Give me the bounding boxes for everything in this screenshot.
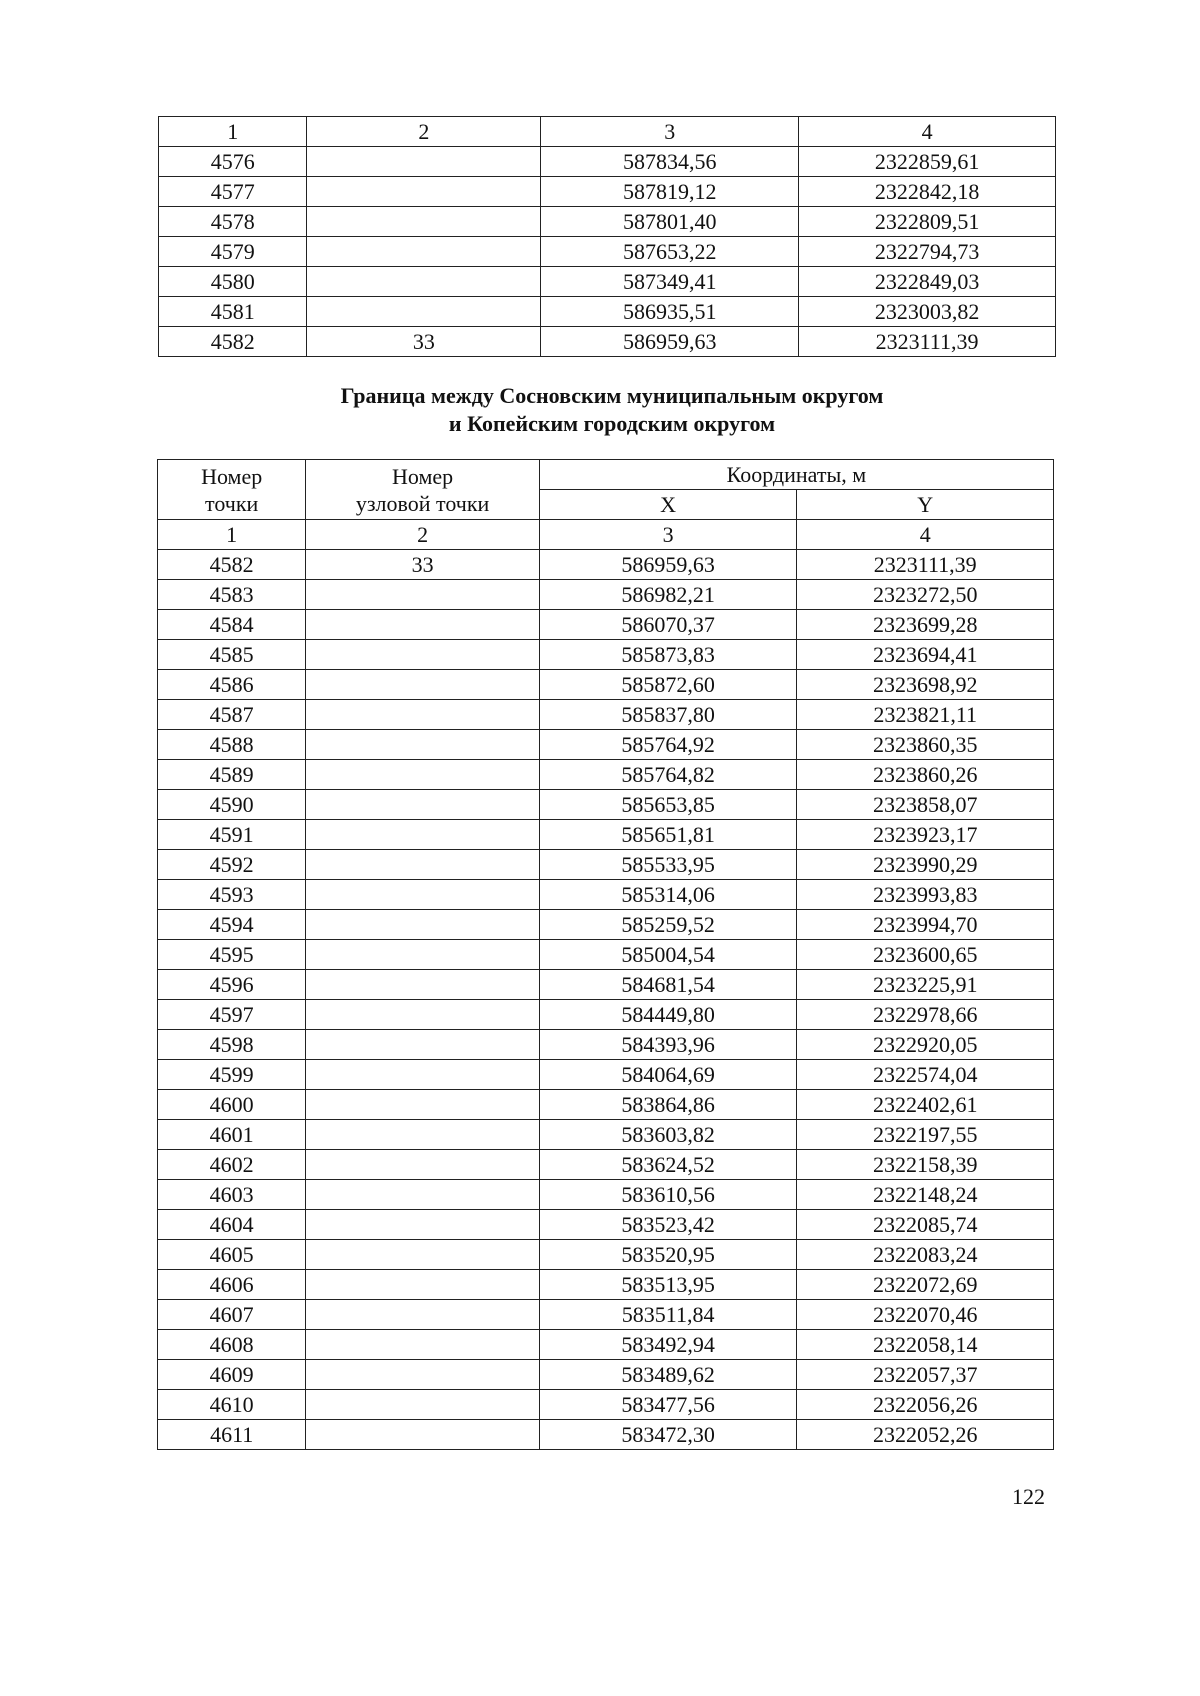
y-coordinate-cell: 2323821,11 bbox=[797, 700, 1054, 730]
node-number-cell bbox=[306, 1360, 540, 1390]
node-number-cell bbox=[307, 297, 541, 327]
y-coordinate-cell: 2323990,29 bbox=[797, 850, 1054, 880]
point-number-cell: 4590 bbox=[158, 790, 306, 820]
x-coordinate-cell: 583489,62 bbox=[539, 1360, 797, 1390]
x-coordinate-cell: 585314,06 bbox=[539, 880, 797, 910]
y-coordinate-cell: 2323860,35 bbox=[797, 730, 1054, 760]
x-coordinate-cell: 583472,30 bbox=[539, 1420, 797, 1450]
table-row bbox=[158, 880, 1054, 910]
x-coordinate-cell: 585837,80 bbox=[539, 700, 797, 730]
node-number-cell bbox=[306, 580, 540, 610]
column-number-row bbox=[159, 117, 1056, 147]
point-number-cell: 4582 bbox=[159, 327, 307, 357]
point-number-cell: 4583 bbox=[158, 580, 306, 610]
x-coordinate-cell: 585764,82 bbox=[539, 760, 797, 790]
point-number-cell: 4599 bbox=[158, 1060, 306, 1090]
node-number-cell bbox=[306, 970, 540, 1000]
y-coordinate-cell: 2322574,04 bbox=[797, 1060, 1054, 1090]
point-number-cell: 4576 bbox=[159, 147, 307, 177]
table-row bbox=[158, 1090, 1054, 1120]
table-row bbox=[158, 1240, 1054, 1270]
column-number: 2 bbox=[306, 520, 540, 550]
table-row bbox=[158, 1210, 1054, 1240]
y-coordinate-cell: 2323225,91 bbox=[797, 970, 1054, 1000]
point-number-cell: 4609 bbox=[158, 1360, 306, 1390]
x-coordinate-cell: 583513,95 bbox=[539, 1270, 797, 1300]
point-number-cell: 4595 bbox=[158, 940, 306, 970]
node-number-cell bbox=[306, 1210, 540, 1240]
node-number-cell bbox=[306, 1390, 540, 1420]
y-coordinate-cell: 2323003,82 bbox=[799, 297, 1056, 327]
coordinates-table-continued bbox=[158, 116, 1056, 357]
y-coordinate-cell: 2322052,26 bbox=[797, 1420, 1054, 1450]
table-row bbox=[158, 700, 1054, 730]
y-coordinate-cell: 2323993,83 bbox=[797, 880, 1054, 910]
table-row bbox=[158, 1300, 1054, 1330]
point-number-cell: 4591 bbox=[158, 820, 306, 850]
point-number-cell: 4580 bbox=[159, 267, 307, 297]
column-number: 2 bbox=[307, 117, 541, 147]
table-row bbox=[158, 1060, 1054, 1090]
table-row bbox=[158, 550, 1054, 580]
point-number-cell: 4608 bbox=[158, 1330, 306, 1360]
point-number-cell: 4586 bbox=[158, 670, 306, 700]
table-row bbox=[158, 1420, 1054, 1450]
table-row bbox=[158, 1360, 1054, 1390]
x-header: X bbox=[539, 490, 797, 520]
section-title-line-2: и Копейским городским округом bbox=[448, 411, 776, 436]
node-number-cell bbox=[306, 1300, 540, 1330]
y-coordinate-cell: 2323923,17 bbox=[797, 820, 1054, 850]
node-number-cell bbox=[306, 1090, 540, 1120]
node-number-cell bbox=[306, 1270, 540, 1300]
node-number-cell bbox=[306, 640, 540, 670]
x-coordinate-cell: 587653,22 bbox=[541, 237, 799, 267]
x-coordinate-cell: 587834,56 bbox=[541, 147, 799, 177]
table-row bbox=[158, 1180, 1054, 1210]
y-coordinate-cell: 2323694,41 bbox=[797, 640, 1054, 670]
node-number-cell bbox=[306, 1150, 540, 1180]
x-coordinate-cell: 584064,69 bbox=[539, 1060, 797, 1090]
y-coordinate-cell: 2322849,03 bbox=[799, 267, 1056, 297]
column-number: 3 bbox=[541, 117, 799, 147]
point-number-header: Номер точки bbox=[158, 460, 306, 520]
node-number-cell bbox=[306, 1180, 540, 1210]
table-row bbox=[158, 970, 1054, 1000]
point-number-cell: 4604 bbox=[158, 1210, 306, 1240]
y-coordinate-cell: 2322057,37 bbox=[797, 1360, 1054, 1390]
x-coordinate-cell: 583864,86 bbox=[539, 1090, 797, 1120]
node-number-cell bbox=[306, 700, 540, 730]
x-coordinate-cell: 583603,82 bbox=[539, 1120, 797, 1150]
section-title-line-1: Граница между Сосновским муниципальным округом bbox=[340, 383, 884, 408]
y-coordinate-cell: 2322809,51 bbox=[799, 207, 1056, 237]
x-coordinate-cell: 585653,85 bbox=[539, 790, 797, 820]
node-number-cell bbox=[306, 730, 540, 760]
node-number-cell bbox=[306, 790, 540, 820]
table-row bbox=[159, 147, 1056, 177]
table-row bbox=[158, 910, 1054, 940]
table-header bbox=[158, 460, 1054, 520]
x-coordinate-cell: 584393,96 bbox=[539, 1030, 797, 1060]
node-number-cell bbox=[306, 760, 540, 790]
y-coordinate-cell: 2322158,39 bbox=[797, 1150, 1054, 1180]
table-row bbox=[158, 1270, 1054, 1300]
y-coordinate-cell: 2323111,39 bbox=[797, 550, 1054, 580]
table-row bbox=[159, 297, 1056, 327]
node-number-cell bbox=[306, 940, 540, 970]
point-number-cell: 4600 bbox=[158, 1090, 306, 1120]
node-number-cell: 33 bbox=[307, 327, 541, 357]
table-row bbox=[158, 670, 1054, 700]
node-number-header: Номер узловой точки bbox=[306, 460, 540, 520]
x-coordinate-cell: 585651,81 bbox=[539, 820, 797, 850]
node-number-cell bbox=[306, 1120, 540, 1150]
node-number-cell bbox=[307, 147, 541, 177]
point-number-cell: 4592 bbox=[158, 850, 306, 880]
y-coordinate-cell: 2322920,05 bbox=[797, 1030, 1054, 1060]
point-number-cell: 4606 bbox=[158, 1270, 306, 1300]
boundary-coordinates-table bbox=[157, 459, 1054, 1450]
node-number-cell bbox=[306, 670, 540, 700]
table-row bbox=[158, 940, 1054, 970]
point-number-cell: 4597 bbox=[158, 1000, 306, 1030]
node-number-cell bbox=[307, 207, 541, 237]
x-coordinate-cell: 585872,60 bbox=[539, 670, 797, 700]
y-coordinate-cell: 2322058,14 bbox=[797, 1330, 1054, 1360]
node-number-cell bbox=[306, 910, 540, 940]
node-number-cell bbox=[306, 1060, 540, 1090]
point-number-cell: 4594 bbox=[158, 910, 306, 940]
node-number-cell bbox=[306, 1000, 540, 1030]
y-coordinate-cell: 2322056,26 bbox=[797, 1390, 1054, 1420]
point-number-cell: 4581 bbox=[159, 297, 307, 327]
table-row bbox=[158, 580, 1054, 610]
column-number-row bbox=[158, 520, 1054, 550]
y-coordinate-cell: 2322072,69 bbox=[797, 1270, 1054, 1300]
x-coordinate-cell: 587819,12 bbox=[541, 177, 799, 207]
x-coordinate-cell: 585259,52 bbox=[539, 910, 797, 940]
table-row bbox=[159, 327, 1056, 357]
y-coordinate-cell: 2323860,26 bbox=[797, 760, 1054, 790]
x-coordinate-cell: 586959,63 bbox=[541, 327, 799, 357]
x-coordinate-cell: 583492,94 bbox=[539, 1330, 797, 1360]
y-coordinate-cell: 2323600,65 bbox=[797, 940, 1054, 970]
table-row bbox=[159, 267, 1056, 297]
y-coordinate-cell: 2322842,18 bbox=[799, 177, 1056, 207]
table-row bbox=[158, 1150, 1054, 1180]
point-number-cell: 4610 bbox=[158, 1390, 306, 1420]
y-coordinate-cell: 2323272,50 bbox=[797, 580, 1054, 610]
y-coordinate-cell: 2322402,61 bbox=[797, 1090, 1054, 1120]
node-number-cell: 33 bbox=[306, 550, 540, 580]
table-row bbox=[158, 1030, 1054, 1060]
node-number-cell bbox=[306, 880, 540, 910]
table-row bbox=[158, 1330, 1054, 1360]
point-number-cell: 4605 bbox=[158, 1240, 306, 1270]
node-number-cell bbox=[306, 1330, 540, 1360]
node-number-cell bbox=[306, 850, 540, 880]
point-number-cell: 4587 bbox=[158, 700, 306, 730]
node-number-cell bbox=[306, 610, 540, 640]
column-number: 4 bbox=[797, 520, 1054, 550]
node-number-cell bbox=[306, 1240, 540, 1270]
header-row bbox=[158, 460, 1054, 490]
point-number-cell: 4596 bbox=[158, 970, 306, 1000]
point-number-cell: 4584 bbox=[158, 610, 306, 640]
x-coordinate-cell: 586959,63 bbox=[539, 550, 797, 580]
y-coordinate-cell: 2323858,07 bbox=[797, 790, 1054, 820]
y-coordinate-cell: 2323994,70 bbox=[797, 910, 1054, 940]
table-row bbox=[158, 1390, 1054, 1420]
column-number: 1 bbox=[159, 117, 307, 147]
column-number: 4 bbox=[799, 117, 1056, 147]
x-coordinate-cell: 587349,41 bbox=[541, 267, 799, 297]
point-number-cell: 4593 bbox=[158, 880, 306, 910]
x-coordinate-cell: 583523,42 bbox=[539, 1210, 797, 1240]
point-number-cell: 4578 bbox=[159, 207, 307, 237]
table-row bbox=[159, 177, 1056, 207]
x-coordinate-cell: 587801,40 bbox=[541, 207, 799, 237]
table-row bbox=[158, 610, 1054, 640]
y-coordinate-cell: 2322859,61 bbox=[799, 147, 1056, 177]
y-coordinate-cell: 2323111,39 bbox=[799, 327, 1056, 357]
x-coordinate-cell: 585873,83 bbox=[539, 640, 797, 670]
table-row bbox=[158, 850, 1054, 880]
point-number-cell: 4582 bbox=[158, 550, 306, 580]
point-number-cell: 4588 bbox=[158, 730, 306, 760]
y-coordinate-cell: 2322085,74 bbox=[797, 1210, 1054, 1240]
table-row bbox=[158, 1120, 1054, 1150]
node-number-cell bbox=[307, 177, 541, 207]
page-number: 122 bbox=[1012, 1484, 1045, 1509]
y-header: Y bbox=[797, 490, 1054, 520]
point-number-cell: 4589 bbox=[158, 760, 306, 790]
point-number-cell: 4585 bbox=[158, 640, 306, 670]
y-coordinate-cell: 2322083,24 bbox=[797, 1240, 1054, 1270]
table-body bbox=[159, 117, 1056, 357]
y-coordinate-cell: 2322070,46 bbox=[797, 1300, 1054, 1330]
point-number-cell: 4607 bbox=[158, 1300, 306, 1330]
node-number-cell bbox=[307, 237, 541, 267]
x-coordinate-cell: 583610,56 bbox=[539, 1180, 797, 1210]
node-number-cell bbox=[306, 1420, 540, 1450]
coordinates-header: Координаты, м bbox=[539, 460, 1053, 490]
node-number-cell bbox=[307, 267, 541, 297]
column-number: 3 bbox=[539, 520, 797, 550]
point-number-cell: 4577 bbox=[159, 177, 307, 207]
table-row bbox=[158, 790, 1054, 820]
table-body bbox=[158, 520, 1054, 1450]
point-number-cell: 4598 bbox=[158, 1030, 306, 1060]
point-number-cell: 4603 bbox=[158, 1180, 306, 1210]
x-coordinate-cell: 584449,80 bbox=[539, 1000, 797, 1030]
table-row bbox=[158, 1000, 1054, 1030]
x-coordinate-cell: 585764,92 bbox=[539, 730, 797, 760]
x-coordinate-cell: 583477,56 bbox=[539, 1390, 797, 1420]
y-coordinate-cell: 2322197,55 bbox=[797, 1120, 1054, 1150]
y-coordinate-cell: 2323698,92 bbox=[797, 670, 1054, 700]
x-coordinate-cell: 586070,37 bbox=[539, 610, 797, 640]
table-row bbox=[159, 207, 1056, 237]
point-number-cell: 4611 bbox=[158, 1420, 306, 1450]
table-row bbox=[158, 730, 1054, 760]
table-row bbox=[158, 820, 1054, 850]
table-row bbox=[158, 760, 1054, 790]
column-number: 1 bbox=[158, 520, 306, 550]
table-row bbox=[158, 640, 1054, 670]
node-number-cell bbox=[306, 820, 540, 850]
x-coordinate-cell: 583624,52 bbox=[539, 1150, 797, 1180]
x-coordinate-cell: 586935,51 bbox=[541, 297, 799, 327]
y-coordinate-cell: 2323699,28 bbox=[797, 610, 1054, 640]
x-coordinate-cell: 585004,54 bbox=[539, 940, 797, 970]
x-coordinate-cell: 585533,95 bbox=[539, 850, 797, 880]
point-number-cell: 4579 bbox=[159, 237, 307, 267]
y-coordinate-cell: 2322148,24 bbox=[797, 1180, 1054, 1210]
node-number-cell bbox=[306, 1030, 540, 1060]
x-coordinate-cell: 583511,84 bbox=[539, 1300, 797, 1330]
table-row bbox=[159, 237, 1056, 267]
y-coordinate-cell: 2322978,66 bbox=[797, 1000, 1054, 1030]
point-number-cell: 4601 bbox=[158, 1120, 306, 1150]
x-coordinate-cell: 584681,54 bbox=[539, 970, 797, 1000]
x-coordinate-cell: 583520,95 bbox=[539, 1240, 797, 1270]
x-coordinate-cell: 586982,21 bbox=[539, 580, 797, 610]
y-coordinate-cell: 2322794,73 bbox=[799, 237, 1056, 267]
point-number-cell: 4602 bbox=[158, 1150, 306, 1180]
